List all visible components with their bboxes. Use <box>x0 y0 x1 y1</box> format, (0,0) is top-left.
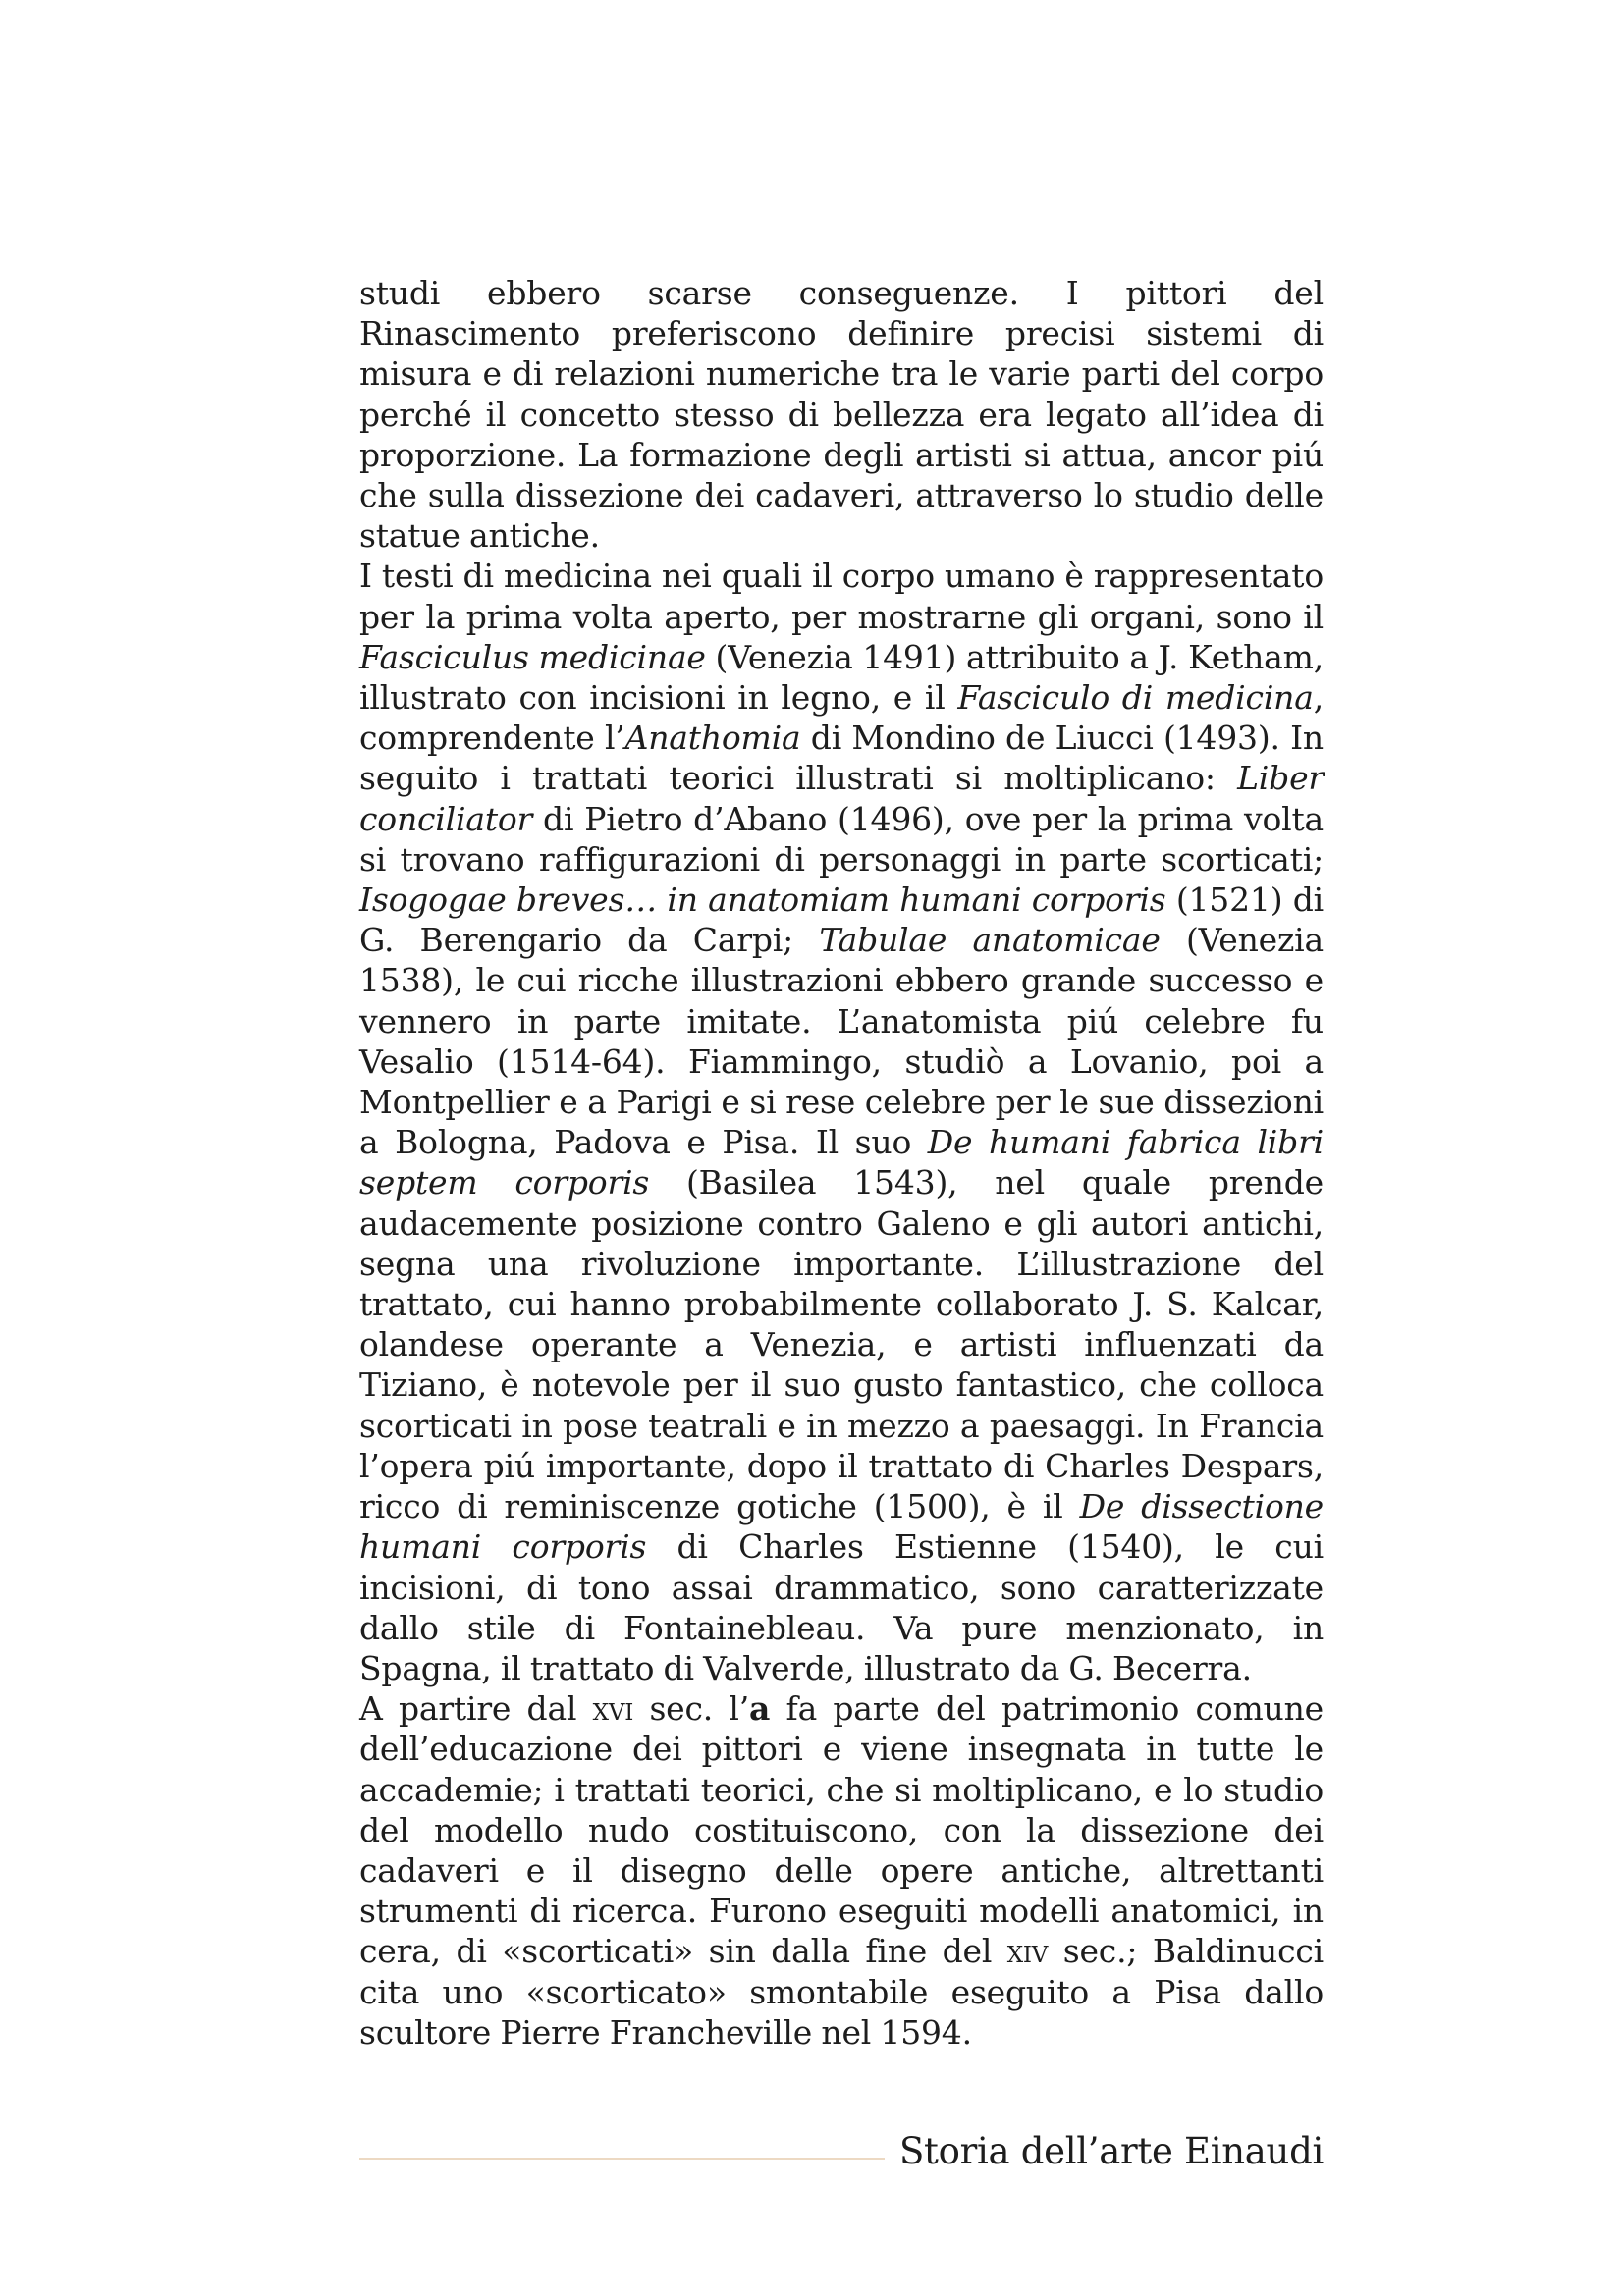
text-run: , comprendente l’ <box>359 678 1324 758</box>
book-title: Liber conciliator <box>359 759 1324 838</box>
entry-abbreviation: a <box>749 1689 771 1729</box>
paragraph-2 <box>359 556 1324 1688</box>
text-run: (Venezia 1538), le cui ricche illustrazioni ebbero grande successo e vennero in parte imitate. L’anatomista piú celebre fu Vesalio (1514-64). Fiammingo, studiò a Lovanio, poi a Montpellier e a Parigi e si rese celebre per le sue dissezioni a Bologna, Padova e Pisa. Il suo <box>359 921 1324 1162</box>
text-run: di Mondino de Liucci (1493). In seguito i trattati teorici illustrati si moltiplicano: <box>359 719 1324 798</box>
book-title: De humani fabrica libri septem corporis <box>359 1123 1325 1202</box>
book-title: Fasciculo di medicina <box>957 678 1314 718</box>
text-run: sec.; Baldinucci cita uno «scorticato» smontabile eseguito a Pisa dallo scultore Pierre Francheville nel 1594. <box>359 1932 1324 2052</box>
book-title: Anathomia <box>624 719 801 758</box>
text-run: (1521) di G. Berengario da Carpi; <box>359 881 1324 960</box>
century-numeral: xvi <box>592 1689 634 1729</box>
book-title: De dissectione humani corporis <box>359 1487 1324 1567</box>
text-run: (Venezia 1491) attribuito a J. Ketham, illustrato con incisioni in legno, e il <box>359 637 1324 718</box>
text-run: A partire dal <box>359 1689 593 1729</box>
book-title: Tabulae anatomicae <box>819 921 1161 960</box>
paragraph-3 <box>359 1688 1324 2053</box>
paragraph-1 <box>359 273 1324 556</box>
text-run: I testi di medicina nei quali il corpo umano è rappresentato per la prima volta aperto, per mostrarne gli organi, sono il <box>359 557 1324 636</box>
body-text <box>359 273 1324 2053</box>
century-numeral: xiv <box>1006 1932 1049 1971</box>
paragraph-1-text: studi ebbero scarse conseguenze. I pittori del Rinascimento preferiscono definire precisi sistemi di misura e di relazioni numeriche tra le varie parti del corpo perché il concetto stesso di bellezza era legato all’idea di proporzione. La formazione degli artisti si attua, ancor piú che sulla dissezione dei cadaveri, attraverso lo studio delle statue antiche. <box>359 274 1324 556</box>
page-footer <box>359 2130 1324 2189</box>
text-run: (Basilea 1543), nel quale prende audacemente posizione contro Galeno e gli autori antichi, segna una rivoluzione importante. L’illustrazione del trattato, cui hanno probabilmente collaborato J. S. Kalcar, olandese operante a Venezia, e artisti influenzati da Tiziano, è notevole per il suo gusto fantastico, che colloca scorticati in pose teatrali e in mezzo a paesaggi. In Francia l’opera piú importante, dopo il trattato di Charles Despars, ricco di reminiscenze gotiche (1500), è il <box>359 1163 1324 1526</box>
footer-rule <box>359 2158 885 2160</box>
text-run: fa parte del patrimonio comune dell’educazione dei pittori e viene insegnata in tutte le accademie; i trattati teorici, che si moltiplicano, e lo studio del modello nudo costituiscono, con la dissezione dei cadaveri e il disegno delle opere antiche, altrettanti strumenti di ricerca. Furono eseguiti modelli anatomici, in cera, di «scorticati» sin dalla fine del <box>359 1689 1324 1971</box>
text-run: di Charles Estienne (1540), le cui incisioni, di tono assai drammatico, sono caratterizzate dallo stile di Fontainebleau. Va pure menzionato, in Spagna, il trattato di Valverde, illustrato da G. Becerra. <box>359 1527 1324 1687</box>
text-run: di Pietro d’Abano (1496), ove per la prima volta si trovano raffigurazioni di personaggi in parte scorticati; <box>359 799 1324 879</box>
footer-title: Storia dell’arte Einaudi <box>899 2130 1324 2172</box>
text-run: sec. l’ <box>633 1689 750 1729</box>
book-title: Fasciculus medicinae <box>359 637 706 676</box>
book-title: Isogogae breves… in anatomiam humani corporis <box>359 881 1166 920</box>
